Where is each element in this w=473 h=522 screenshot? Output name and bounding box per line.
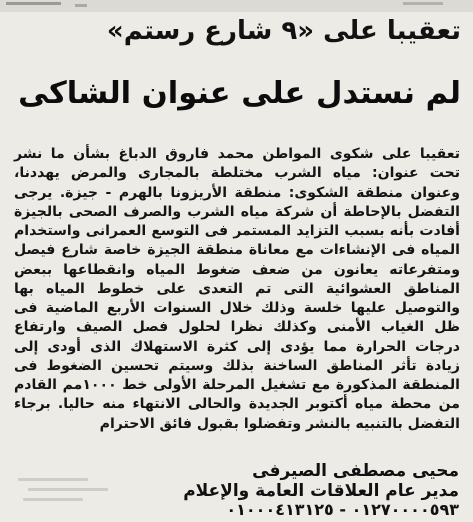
article-body — [14, 145, 460, 445]
article-headline: لم نستدل على عنوان الشاكى — [18, 76, 461, 111]
signature-title: مدير عام العلاقات العامة والإعلام — [183, 481, 459, 501]
previous-article-edge — [0, 0, 473, 12]
signature-name: محيى مصطفى الصيرفى — [252, 461, 459, 481]
article-kicker: تعقيبا على «٩ شارع رستم» — [106, 16, 461, 46]
signature-phones: ٠١٢٧٠٠٠٠٥٩٣ - ٠١٠٠٠٤١٣١٢٥ — [226, 500, 459, 519]
article-body-text: تعقيبا على شكوى المواطن محمد فاروق الدباغ بشأن ما نشر تحت عنوان: مياه الشرب مختلطة بالمجارى والمرض يهددنا، وعنوان منطقة الشكوى: منطقة الأريزونا بالهرم - جيزة. يرجى التفضل بالإحاطة أن شركة مياه الشرب والصرف الصحى بالجيزة أفادت بأنه بسبب التزايد المستمر فى التوسع العمرانى واستخدام المياه فى الإنشاءات مع معاناة منطقة الجيزة خاصة شارع فيصل ومتفرعاته يعانون من ضعف ضغوط المياه وانقطاعها ببعض المناطق العشوائية التى تم التعدى على خطوط المياه بها والتوصيل عليها خلسة وذلك خلال السنوات الأربع الماضية فى ظل الغياب الأمنى وكذلك نظرا لحلول فصل الصيف وارتفاع درجات الحرارة مما يؤدى إلى كثرة الاستهلاك الذى أودى إلى زيادة تأثر المناطق الساخنة بذلك وسيتم تحسين الضغوط فى المنطقة المذكورة مع تشغيل المرحلة الأولى خط ١٠٠٠مم القادم من محطة مياه أكتوبر الجديدة والحالى الانتهاء منه حاليا. برجاء التفضل بالتنبيه بالنشر وتفضلوا بقبول فائق الاحترام — [14, 146, 460, 432]
